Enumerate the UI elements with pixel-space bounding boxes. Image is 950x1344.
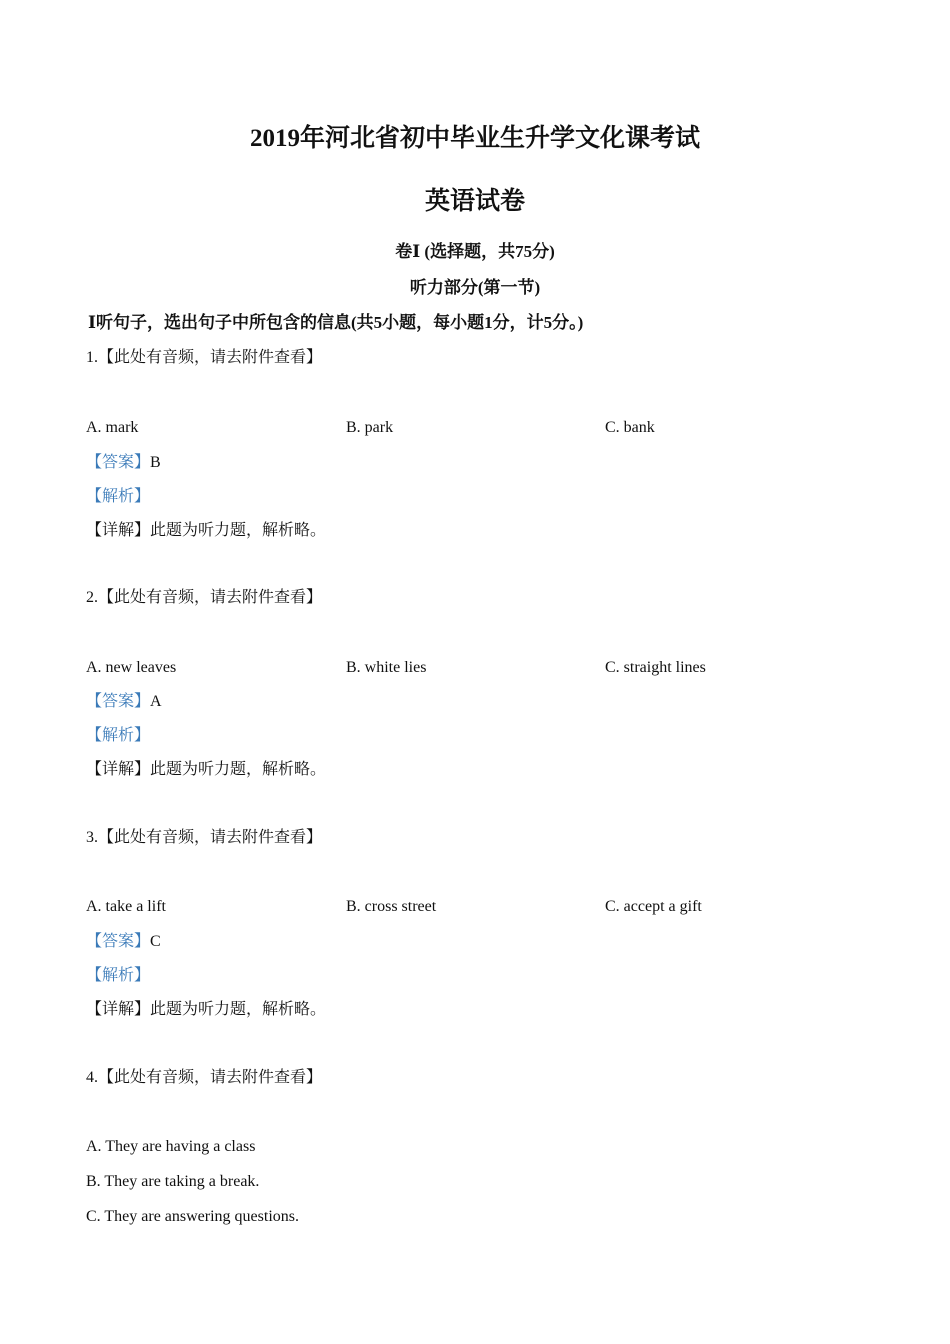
question-1-option-a: A. mark [86,419,139,436]
answer-value: C [150,933,161,950]
section-heading: 听力部分(第一节) [409,278,541,297]
question-1-answer [86,455,161,471]
question-2-option-b: B. white lies [346,659,427,676]
instruction-text: Ⅰ听句子，选出句子中所包含的信息(共5小题，每小题1分，计5分。) [88,313,584,332]
answer-label: 【答案】 [86,933,151,950]
question-2-option-c: C. straight lines [605,659,706,676]
answer-value: A [150,693,162,710]
question-2-stem: 2.【此处有音频，请去附件查看】 [86,589,323,606]
question-4-option-c: C. They are answering questions. [86,1208,299,1225]
question-3-analysis-label: 【解析】 [86,967,151,984]
answer-label: 【答案】 [86,693,151,710]
question-1-option-c: C. bank [605,419,655,436]
question-4-option-a: A. They are having a class [86,1138,256,1155]
answer-label: 【答案】 [86,454,151,471]
exam-title: 2019年河北省初中毕业生升学文化课考试 [249,125,700,152]
question-3-option-c: C. accept a gift [605,898,702,915]
question-3-detail: 【详解】此题为听力题，解析略。 [86,1001,327,1018]
question-2-answer [86,694,162,710]
question-4-stem: 4.【此处有音频，请去附件查看】 [86,1069,323,1086]
question-1-option-b: B. park [346,419,394,436]
answer-value: B [150,454,161,471]
question-2-option-a: A. new leaves [86,659,177,676]
volume-heading: 卷Ⅰ (选择题，共75分) [395,242,555,261]
question-1-analysis-label: 【解析】 [86,488,151,505]
question-3-option-a: A. take a lift [86,898,166,915]
question-4-option-b: B. They are taking a break. [86,1173,260,1190]
question-3-stem: 3.【此处有音频，请去附件查看】 [86,829,323,846]
question-3-option-b: B. cross street [346,898,437,915]
question-3-answer [86,934,161,950]
question-2-analysis-label: 【解析】 [86,727,151,744]
question-1-detail: 【详解】此题为听力题，解析略。 [86,522,327,539]
question-2-detail: 【详解】此题为听力题，解析略。 [86,761,327,778]
exam-subtitle: 英语试卷 [424,188,525,215]
question-1-stem: 1.【此处有音频，请去附件查看】 [86,349,323,366]
